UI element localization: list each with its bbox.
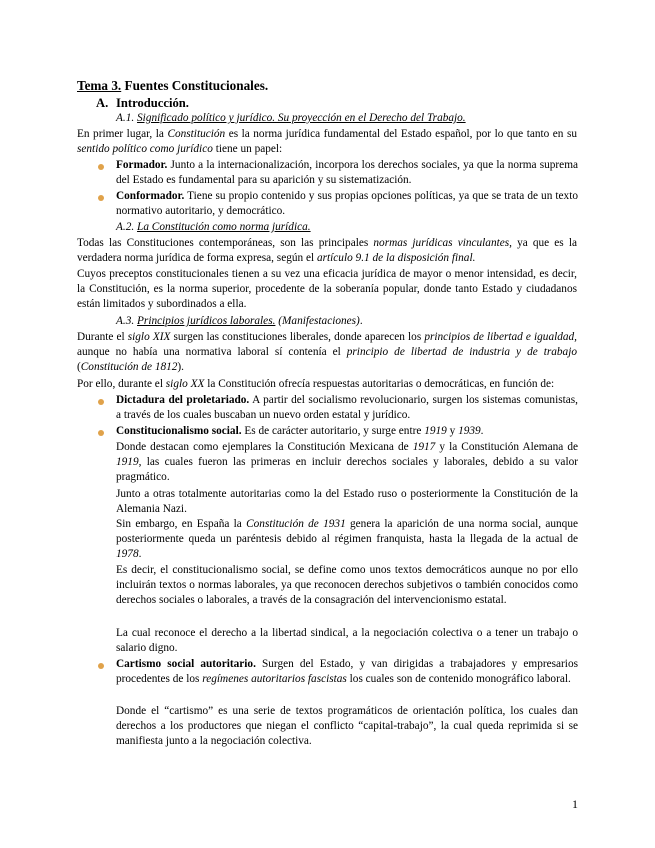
text: genera la aparición de una norma social, aunque posteriormente queda un paréntesis debido al régimen franquista, hasta la llegada de la actual de (116, 518, 578, 546)
text-italic: 1919 (424, 425, 447, 437)
topic-title: Fuentes Constitucionales. (124, 78, 269, 93)
text: ya que es la verdadera norma jurídica de forma expresa, según el (77, 237, 577, 265)
text-italic: principios de libertad e igualdad, (424, 331, 577, 343)
paragraph-libertad-sindical: La cual reconoce el derecho a la libertad sindical, a la negociación colectiva o a tener un trabajo o salario digno. (116, 627, 578, 655)
subsection-a3-title: Principios jurídicos laborales. (137, 315, 276, 327)
text: , las cuales fueron las primeras en incluir derechos sociales y laborales, debido a su valor pragmático. (116, 456, 578, 484)
bullet-label: Constitucionalismo social. (116, 425, 242, 437)
bullet-dictadura (116, 393, 578, 423)
text: surgen las constituciones liberales, donde aparecen los (170, 331, 425, 343)
text: los cuales son de contenido monográfico laboral. (346, 673, 571, 686)
paragraph-constitucion (77, 127, 577, 157)
text-italic: Constitución de 1931 (246, 518, 346, 530)
paragraph-es-decir: Es decir, el constitucionalismo social, se define como unos textos democráticos aunque no por ello incluirán textos o normas laborales, ya que reconocen derechos subjetivos o también conocidos como derechos sociales o laborales, a través de la consagración del intervencionismo estatal. (116, 564, 578, 607)
text: y la Constitución Alemana de (435, 441, 578, 453)
section-a-title: Introducción. (116, 96, 189, 110)
text: y (446, 425, 459, 437)
text-italic: 1919 (116, 456, 139, 469)
subsection-a3-dot: . (359, 315, 363, 327)
text: la Constitución ofrecía respuestas autoritarias o democráticas, en función de: (204, 378, 555, 390)
paragraph-autoritarias: Junto a otras totalmente autoritarias como la del Estado ruso o posteriormente la Constitución de la Alemania Nazi. (116, 488, 578, 516)
subsection-a3-heading (116, 314, 516, 329)
bullet-label: Conformador. (116, 190, 185, 202)
paragraph-siglo-xix (77, 330, 577, 376)
subsection-a1-title: Significado político y jurídico. Su proyección en el Derecho del Trabajo. (137, 112, 466, 124)
bullet-label: Dictadura del proletariado. (116, 394, 250, 406)
section-a-letter: A. (96, 96, 109, 110)
subsection-a1-heading (116, 111, 596, 126)
subsection-a2-number: A.2. (116, 221, 135, 233)
text-italic: principio de libertad de industria y de trabajo (346, 346, 577, 359)
subsection-a2-heading (116, 220, 516, 235)
bullet-icon (98, 430, 104, 436)
text: Es de carácter autoritario, y surge entre (241, 425, 425, 437)
text-italic: sentido político como jurídico (77, 143, 213, 156)
text-italic: siglo XX (165, 378, 205, 390)
text-italic: regímenes autoritarios fascistas (202, 673, 347, 686)
text-italic: Constitución de 1812 (80, 361, 178, 374)
text: ( (77, 361, 81, 374)
paragraph-preceptos: Cuyos preceptos constitucionales tienen a su vez una eficacia jurídica de mayor o menor intensidad, es decir, la Constitución, es la norma superior, procedente de la soberanía popular, donde tanto Estado y ciudadanos están limitados y subordinados a ella. (77, 268, 577, 311)
text: Por ello, durante el (77, 378, 166, 390)
text-italic: 1917 (412, 441, 436, 453)
text: es la norma jurídica fundamental del Estado español, por lo que tanto en su (225, 128, 577, 140)
section-a-heading (96, 96, 189, 111)
bullet-text: A partir del socialismo revolucionario, surgen los sistemas comunistas, a través de los cuales buscaban un nuevo orden estatal y jurídico. (116, 394, 578, 422)
paragraph-espana (116, 517, 578, 563)
text: Durante el (77, 331, 128, 343)
paragraph-ejemplares (116, 440, 578, 486)
topic-heading (77, 78, 268, 93)
bullet-formador (116, 158, 578, 188)
paragraph-cartismo-def: Donde el “cartismo” es una serie de textos programáticos de orientación política, los cuales dan derechos a los productores que niegan el conflicto “capital-trabajo”, la cual queda reprimida si se manifiesta junto a la negociación colectiva. (116, 705, 578, 748)
text: Donde destacan como ejemplares la Constitución Mexicana de (116, 441, 413, 453)
text: ). (177, 361, 185, 374)
topic-number: Tema 3. (77, 78, 122, 93)
bullet-label: Cartismo social autoritario. (116, 658, 256, 670)
text-italic: Constitución (167, 128, 226, 140)
text: . (138, 548, 142, 561)
bullet-cartismo (116, 657, 578, 687)
subsection-a3-number: A.3. (116, 315, 135, 327)
text-italic: 1939 (458, 425, 481, 437)
subsection-a2-title: La Constitución como norma jurídica. (137, 221, 311, 233)
text-italic: 1978 (116, 548, 139, 561)
text-italic: artículo 9.1 de la disposición final. (316, 252, 476, 265)
bullet-icon (98, 663, 104, 669)
bullet-text: Tiene su propio contenido y sus propias opciones políticas, ya que se trata de un texto normativo autoritario, y democrático. (116, 190, 578, 218)
text: Surgen del Estado, y van dirigidas a trabajadores y empresarios procedentes de los (116, 658, 578, 686)
bullet-icon (98, 399, 104, 405)
text: Sin embargo, en España la (116, 518, 247, 530)
text: En primer lugar, la (77, 128, 168, 140)
bullet-icon (98, 195, 104, 201)
bullet-label: Formador. (116, 159, 168, 171)
text: aunque no había una normativa laboral sí contenía el (77, 346, 347, 359)
text: Todas las Constituciones contemporáneas, son las principales (77, 237, 374, 249)
paragraph-normas (77, 236, 577, 266)
bullet-constitucionalismo (116, 424, 578, 439)
paragraph-siglo-xx (77, 377, 577, 392)
text-italic: normas jurídicas vinculantes, (373, 237, 512, 249)
bullet-text: Junto a la internacionalización, incorpora los derechos sociales, ya que la norma suprema del Estado es fundamental para su aparición y su sistematización. (116, 159, 578, 187)
text: . (480, 425, 484, 437)
text: tiene un papel: (212, 143, 283, 156)
subsection-a3-suffix: (Manifestaciones) (275, 315, 360, 327)
page-number: 1 (572, 797, 578, 811)
text-italic: siglo XIX (127, 331, 171, 343)
bullet-icon (98, 164, 104, 170)
subsection-a1-number: A.1. (116, 112, 135, 124)
bullet-conformador (116, 189, 578, 219)
